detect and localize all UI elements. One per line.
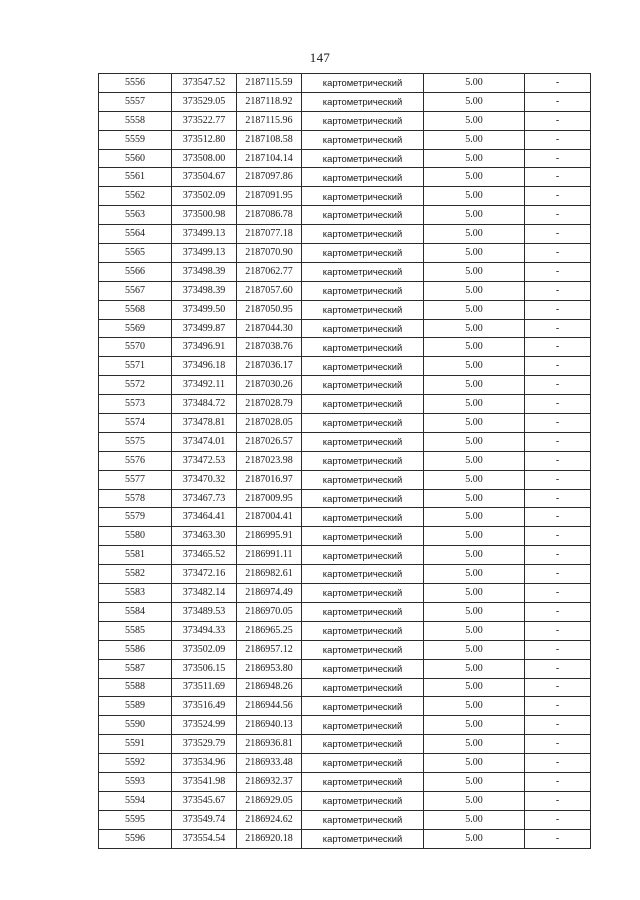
method-cell: картометрический <box>302 640 424 659</box>
y-coordinate-cell: 2187104.14 <box>237 149 302 168</box>
description-cell: - <box>525 602 591 621</box>
method-cell: картометрический <box>302 432 424 451</box>
description-cell: - <box>525 546 591 565</box>
x-coordinate-cell: 373522.77 <box>172 111 237 130</box>
method-cell: картометрический <box>302 716 424 735</box>
method-cell: картометрический <box>302 621 424 640</box>
accuracy-cell: 5.00 <box>424 735 525 754</box>
method-cell: картометрический <box>302 187 424 206</box>
x-coordinate-cell: 373504.67 <box>172 168 237 187</box>
point-number-cell: 5596 <box>99 829 172 848</box>
description-cell: - <box>525 149 591 168</box>
accuracy-cell: 5.00 <box>424 489 525 508</box>
accuracy-cell: 5.00 <box>424 546 525 565</box>
y-coordinate-cell: 2186920.18 <box>237 829 302 848</box>
x-coordinate-cell: 373499.13 <box>172 244 237 263</box>
accuracy-cell: 5.00 <box>424 621 525 640</box>
method-cell: картометрический <box>302 338 424 357</box>
y-coordinate-cell: 2186932.37 <box>237 772 302 791</box>
method-cell: картометрический <box>302 244 424 263</box>
description-cell: - <box>525 810 591 829</box>
method-cell: картометрический <box>302 602 424 621</box>
description-cell: - <box>525 130 591 149</box>
y-coordinate-cell: 2187057.60 <box>237 281 302 300</box>
table-row <box>99 716 591 735</box>
table-row <box>99 451 591 470</box>
table-row <box>99 508 591 527</box>
y-coordinate-cell: 2187004.41 <box>237 508 302 527</box>
point-number-cell: 5577 <box>99 470 172 489</box>
method-cell: картометрический <box>302 130 424 149</box>
x-coordinate-cell: 373516.49 <box>172 697 237 716</box>
accuracy-cell: 5.00 <box>424 225 525 244</box>
accuracy-cell: 5.00 <box>424 262 525 281</box>
y-coordinate-cell: 2187062.77 <box>237 262 302 281</box>
x-coordinate-cell: 373545.67 <box>172 791 237 810</box>
y-coordinate-cell: 2186970.05 <box>237 602 302 621</box>
table-row <box>99 149 591 168</box>
y-coordinate-cell: 2187097.86 <box>237 168 302 187</box>
table-row <box>99 754 591 773</box>
x-coordinate-cell: 373512.80 <box>172 130 237 149</box>
y-coordinate-cell: 2187016.97 <box>237 470 302 489</box>
point-number-cell: 5573 <box>99 395 172 414</box>
description-cell: - <box>525 187 591 206</box>
point-number-cell: 5588 <box>99 678 172 697</box>
description-cell: - <box>525 754 591 773</box>
accuracy-cell: 5.00 <box>424 149 525 168</box>
accuracy-cell: 5.00 <box>424 565 525 584</box>
accuracy-cell: 5.00 <box>424 470 525 489</box>
point-number-cell: 5595 <box>99 810 172 829</box>
y-coordinate-cell: 2186940.13 <box>237 716 302 735</box>
y-coordinate-cell: 2186944.56 <box>237 697 302 716</box>
table-row <box>99 432 591 451</box>
point-number-cell: 5561 <box>99 168 172 187</box>
x-coordinate-cell: 373482.14 <box>172 584 237 603</box>
table-row <box>99 357 591 376</box>
table-row <box>99 791 591 810</box>
description-cell: - <box>525 451 591 470</box>
method-cell: картометрический <box>302 300 424 319</box>
y-coordinate-cell: 2186982.61 <box>237 565 302 584</box>
accuracy-cell: 5.00 <box>424 640 525 659</box>
x-coordinate-cell: 373496.18 <box>172 357 237 376</box>
description-cell: - <box>525 281 591 300</box>
table-row <box>99 206 591 225</box>
x-coordinate-cell: 373474.01 <box>172 432 237 451</box>
method-cell: картометрический <box>302 149 424 168</box>
description-cell: - <box>525 300 591 319</box>
accuracy-cell: 5.00 <box>424 319 525 338</box>
accuracy-cell: 5.00 <box>424 74 525 93</box>
accuracy-cell: 5.00 <box>424 754 525 773</box>
x-coordinate-cell: 373494.33 <box>172 621 237 640</box>
y-coordinate-cell: 2187038.76 <box>237 338 302 357</box>
x-coordinate-cell: 373496.91 <box>172 338 237 357</box>
method-cell: картометрический <box>302 697 424 716</box>
accuracy-cell: 5.00 <box>424 810 525 829</box>
method-cell: картометрический <box>302 451 424 470</box>
accuracy-cell: 5.00 <box>424 376 525 395</box>
table-row <box>99 810 591 829</box>
point-number-cell: 5590 <box>99 716 172 735</box>
table-row <box>99 829 591 848</box>
x-coordinate-cell: 373463.30 <box>172 527 237 546</box>
point-number-cell: 5566 <box>99 262 172 281</box>
y-coordinate-cell: 2187108.58 <box>237 130 302 149</box>
x-coordinate-cell: 373541.98 <box>172 772 237 791</box>
accuracy-cell: 5.00 <box>424 244 525 263</box>
accuracy-cell: 5.00 <box>424 414 525 433</box>
x-coordinate-cell: 373464.41 <box>172 508 237 527</box>
table-row <box>99 602 591 621</box>
description-cell: - <box>525 357 591 376</box>
point-number-cell: 5557 <box>99 92 172 111</box>
description-cell: - <box>525 92 591 111</box>
table-row <box>99 225 591 244</box>
coordinates-table-body <box>99 74 591 849</box>
point-number-cell: 5570 <box>99 338 172 357</box>
point-number-cell: 5569 <box>99 319 172 338</box>
description-cell: - <box>525 376 591 395</box>
point-number-cell: 5591 <box>99 735 172 754</box>
description-cell: - <box>525 565 591 584</box>
description-cell: - <box>525 659 591 678</box>
y-coordinate-cell: 2187030.26 <box>237 376 302 395</box>
point-number-cell: 5587 <box>99 659 172 678</box>
description-cell: - <box>525 640 591 659</box>
table-row <box>99 281 591 300</box>
point-number-cell: 5563 <box>99 206 172 225</box>
method-cell: картометрический <box>302 527 424 546</box>
table-row <box>99 414 591 433</box>
description-cell: - <box>525 772 591 791</box>
point-number-cell: 5564 <box>99 225 172 244</box>
description-cell: - <box>525 338 591 357</box>
y-coordinate-cell: 2187077.18 <box>237 225 302 244</box>
point-number-cell: 5592 <box>99 754 172 773</box>
description-cell: - <box>525 716 591 735</box>
table-row <box>99 640 591 659</box>
description-cell: - <box>525 319 591 338</box>
method-cell: картометрический <box>302 659 424 678</box>
x-coordinate-cell: 373498.39 <box>172 281 237 300</box>
accuracy-cell: 5.00 <box>424 300 525 319</box>
point-number-cell: 5574 <box>99 414 172 433</box>
accuracy-cell: 5.00 <box>424 281 525 300</box>
table-row <box>99 527 591 546</box>
accuracy-cell: 5.00 <box>424 508 525 527</box>
table-row <box>99 319 591 338</box>
method-cell: картометрический <box>302 508 424 527</box>
table-row <box>99 489 591 508</box>
description-cell: - <box>525 829 591 848</box>
point-number-cell: 5562 <box>99 187 172 206</box>
point-number-cell: 5583 <box>99 584 172 603</box>
method-cell: картометрический <box>302 281 424 300</box>
table-row <box>99 244 591 263</box>
method-cell: картометрический <box>302 772 424 791</box>
y-coordinate-cell: 2187044.30 <box>237 319 302 338</box>
point-number-cell: 5586 <box>99 640 172 659</box>
y-coordinate-cell: 2187026.57 <box>237 432 302 451</box>
y-coordinate-cell: 2187086.78 <box>237 206 302 225</box>
x-coordinate-cell: 373472.16 <box>172 565 237 584</box>
point-number-cell: 5593 <box>99 772 172 791</box>
table-row <box>99 678 591 697</box>
accuracy-cell: 5.00 <box>424 338 525 357</box>
table-row <box>99 395 591 414</box>
y-coordinate-cell: 2186974.49 <box>237 584 302 603</box>
accuracy-cell: 5.00 <box>424 111 525 130</box>
method-cell: картометрический <box>302 678 424 697</box>
y-coordinate-cell: 2187070.90 <box>237 244 302 263</box>
y-coordinate-cell: 2187009.95 <box>237 489 302 508</box>
method-cell: картометрический <box>302 810 424 829</box>
table-row <box>99 584 591 603</box>
x-coordinate-cell: 373502.09 <box>172 187 237 206</box>
point-number-cell: 5585 <box>99 621 172 640</box>
y-coordinate-cell: 2186965.25 <box>237 621 302 640</box>
accuracy-cell: 5.00 <box>424 716 525 735</box>
method-cell: картометрический <box>302 735 424 754</box>
point-number-cell: 5560 <box>99 149 172 168</box>
description-cell: - <box>525 470 591 489</box>
table-row <box>99 546 591 565</box>
x-coordinate-cell: 373506.15 <box>172 659 237 678</box>
table-row <box>99 565 591 584</box>
y-coordinate-cell: 2186995.91 <box>237 527 302 546</box>
point-number-cell: 5580 <box>99 527 172 546</box>
method-cell: картометрический <box>302 225 424 244</box>
accuracy-cell: 5.00 <box>424 772 525 791</box>
accuracy-cell: 5.00 <box>424 602 525 621</box>
method-cell: картометрический <box>302 546 424 565</box>
accuracy-cell: 5.00 <box>424 206 525 225</box>
table-row <box>99 300 591 319</box>
x-coordinate-cell: 373549.74 <box>172 810 237 829</box>
point-number-cell: 5567 <box>99 281 172 300</box>
point-number-cell: 5582 <box>99 565 172 584</box>
x-coordinate-cell: 373529.79 <box>172 735 237 754</box>
x-coordinate-cell: 373492.11 <box>172 376 237 395</box>
description-cell: - <box>525 244 591 263</box>
point-number-cell: 5584 <box>99 602 172 621</box>
method-cell: картометрический <box>302 395 424 414</box>
accuracy-cell: 5.00 <box>424 697 525 716</box>
table-row <box>99 772 591 791</box>
x-coordinate-cell: 373511.69 <box>172 678 237 697</box>
description-cell: - <box>525 111 591 130</box>
method-cell: картометрический <box>302 111 424 130</box>
accuracy-cell: 5.00 <box>424 584 525 603</box>
method-cell: картометрический <box>302 319 424 338</box>
y-coordinate-cell: 2187036.17 <box>237 357 302 376</box>
coordinates-table <box>98 73 591 849</box>
method-cell: картометрический <box>302 754 424 773</box>
x-coordinate-cell: 373499.13 <box>172 225 237 244</box>
y-coordinate-cell: 2187118.92 <box>237 92 302 111</box>
table-row <box>99 262 591 281</box>
point-number-cell: 5558 <box>99 111 172 130</box>
table-row <box>99 376 591 395</box>
description-cell: - <box>525 584 591 603</box>
y-coordinate-cell: 2187115.96 <box>237 111 302 130</box>
x-coordinate-cell: 373499.50 <box>172 300 237 319</box>
point-number-cell: 5575 <box>99 432 172 451</box>
x-coordinate-cell: 373489.53 <box>172 602 237 621</box>
method-cell: картометрический <box>302 829 424 848</box>
method-cell: картометрический <box>302 92 424 111</box>
x-coordinate-cell: 373478.81 <box>172 414 237 433</box>
x-coordinate-cell: 373470.32 <box>172 470 237 489</box>
description-cell: - <box>525 395 591 414</box>
table-row <box>99 659 591 678</box>
y-coordinate-cell: 2187023.98 <box>237 451 302 470</box>
y-coordinate-cell: 2186953.80 <box>237 659 302 678</box>
table-row <box>99 187 591 206</box>
description-cell: - <box>525 432 591 451</box>
description-cell: - <box>525 697 591 716</box>
method-cell: картометрический <box>302 489 424 508</box>
accuracy-cell: 5.00 <box>424 451 525 470</box>
method-cell: картометрический <box>302 584 424 603</box>
method-cell: картометрический <box>302 262 424 281</box>
accuracy-cell: 5.00 <box>424 791 525 810</box>
accuracy-cell: 5.00 <box>424 395 525 414</box>
method-cell: картометрический <box>302 791 424 810</box>
x-coordinate-cell: 373465.52 <box>172 546 237 565</box>
point-number-cell: 5568 <box>99 300 172 319</box>
accuracy-cell: 5.00 <box>424 432 525 451</box>
x-coordinate-cell: 373534.96 <box>172 754 237 773</box>
description-cell: - <box>525 168 591 187</box>
description-cell: - <box>525 225 591 244</box>
accuracy-cell: 5.00 <box>424 357 525 376</box>
x-coordinate-cell: 373472.53 <box>172 451 237 470</box>
accuracy-cell: 5.00 <box>424 678 525 697</box>
table-row <box>99 697 591 716</box>
y-coordinate-cell: 2187091.95 <box>237 187 302 206</box>
table-row <box>99 338 591 357</box>
method-cell: картометрический <box>302 565 424 584</box>
page-number: 147 <box>309 50 331 65</box>
x-coordinate-cell: 373467.73 <box>172 489 237 508</box>
point-number-cell: 5581 <box>99 546 172 565</box>
description-cell: - <box>525 791 591 810</box>
point-number-cell: 5559 <box>99 130 172 149</box>
description-cell: - <box>525 508 591 527</box>
method-cell: картометрический <box>302 376 424 395</box>
point-number-cell: 5579 <box>99 508 172 527</box>
x-coordinate-cell: 373524.99 <box>172 716 237 735</box>
x-coordinate-cell: 373484.72 <box>172 395 237 414</box>
y-coordinate-cell: 2187115.59 <box>237 74 302 93</box>
table-row <box>99 621 591 640</box>
description-cell: - <box>525 735 591 754</box>
method-cell: картометрический <box>302 74 424 93</box>
y-coordinate-cell: 2186924.62 <box>237 810 302 829</box>
description-cell: - <box>525 414 591 433</box>
point-number-cell: 5589 <box>99 697 172 716</box>
point-number-cell: 5571 <box>99 357 172 376</box>
y-coordinate-cell: 2187028.05 <box>237 414 302 433</box>
point-number-cell: 5578 <box>99 489 172 508</box>
method-cell: картометрический <box>302 168 424 187</box>
x-coordinate-cell: 373499.87 <box>172 319 237 338</box>
description-cell: - <box>525 206 591 225</box>
y-coordinate-cell: 2186929.05 <box>237 791 302 810</box>
description-cell: - <box>525 527 591 546</box>
y-coordinate-cell: 2187028.79 <box>237 395 302 414</box>
x-coordinate-cell: 373547.52 <box>172 74 237 93</box>
point-number-cell: 5572 <box>99 376 172 395</box>
accuracy-cell: 5.00 <box>424 829 525 848</box>
point-number-cell: 5594 <box>99 791 172 810</box>
method-cell: картометрический <box>302 206 424 225</box>
point-number-cell: 5565 <box>99 244 172 263</box>
x-coordinate-cell: 373529.05 <box>172 92 237 111</box>
y-coordinate-cell: 2186933.48 <box>237 754 302 773</box>
accuracy-cell: 5.00 <box>424 659 525 678</box>
x-coordinate-cell: 373554.54 <box>172 829 237 848</box>
description-cell: - <box>525 74 591 93</box>
x-coordinate-cell: 373502.09 <box>172 640 237 659</box>
accuracy-cell: 5.00 <box>424 92 525 111</box>
y-coordinate-cell: 2186948.26 <box>237 678 302 697</box>
table-row <box>99 92 591 111</box>
y-coordinate-cell: 2186957.12 <box>237 640 302 659</box>
table-row <box>99 130 591 149</box>
table-row <box>99 470 591 489</box>
point-number-cell: 5576 <box>99 451 172 470</box>
method-cell: картометрический <box>302 357 424 376</box>
x-coordinate-cell: 373500.98 <box>172 206 237 225</box>
description-cell: - <box>525 262 591 281</box>
point-number-cell: 5556 <box>99 74 172 93</box>
y-coordinate-cell: 2187050.95 <box>237 300 302 319</box>
x-coordinate-cell: 373508.00 <box>172 149 237 168</box>
accuracy-cell: 5.00 <box>424 168 525 187</box>
description-cell: - <box>525 621 591 640</box>
table-row <box>99 111 591 130</box>
accuracy-cell: 5.00 <box>424 527 525 546</box>
y-coordinate-cell: 2186991.11 <box>237 546 302 565</box>
method-cell: картометрический <box>302 414 424 433</box>
table-row <box>99 74 591 93</box>
y-coordinate-cell: 2186936.81 <box>237 735 302 754</box>
description-cell: - <box>525 489 591 508</box>
method-cell: картометрический <box>302 470 424 489</box>
description-cell: - <box>525 678 591 697</box>
accuracy-cell: 5.00 <box>424 187 525 206</box>
accuracy-cell: 5.00 <box>424 130 525 149</box>
table-row <box>99 735 591 754</box>
table-row <box>99 168 591 187</box>
x-coordinate-cell: 373498.39 <box>172 262 237 281</box>
